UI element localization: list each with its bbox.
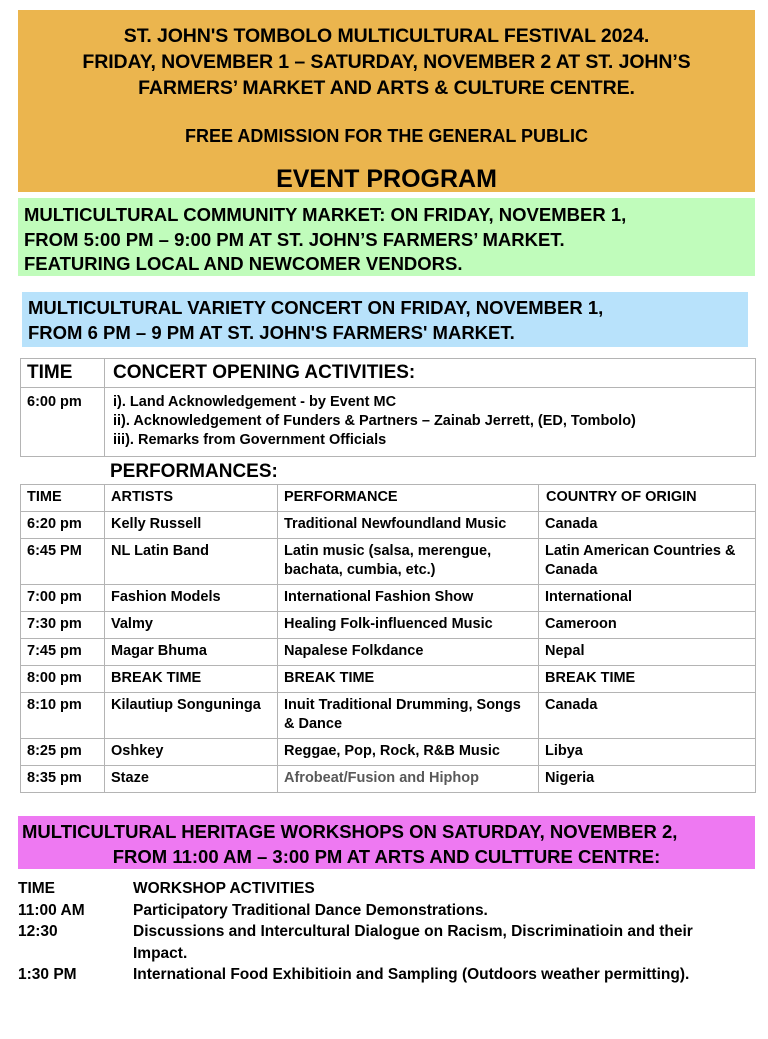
perf-cell-country: Nepal (539, 639, 756, 666)
perf-header-time: TIME (21, 485, 105, 512)
heritage-workshops-banner (18, 816, 755, 869)
opening-activity-item: ii). Acknowledgement of Funders & Partners – Zainab Jerrett, (ED, Tombolo) (113, 413, 636, 429)
perf-cell-time: 7:45 pm (21, 639, 105, 666)
workshop-time: 11:00 AM (18, 901, 85, 919)
table-row (21, 639, 756, 666)
perf-cell-time: 8:25 pm (21, 739, 105, 766)
variety-concert-banner (22, 292, 748, 347)
opening-header-activities: CONCERT OPENING ACTIVITIES: (105, 359, 756, 388)
variety-concert-line-1: MULTICULTURAL VARIETY CONCERT ON FRIDAY, NOVEMBER 1, (28, 297, 604, 318)
perf-cell-performance: Healing Folk-influenced Music (278, 612, 539, 639)
festival-title-line-3: FARMERS’ MARKET AND ARTS & CULTURE CENTRE. (138, 77, 635, 99)
perf-cell-performance: Inuit Traditional Drumming, Songs & Dance (278, 693, 539, 739)
perf-cell-performance: Reggae, Pop, Rock, R&B Music (278, 739, 539, 766)
workshop-activity: International Food Exhibitioin and Sampling (Outdoors weather permitting). (133, 966, 690, 983)
perf-cell-artist: Kilautiup Songuninga (105, 693, 278, 739)
perf-cell-artist: Magar Bhuma (105, 639, 278, 666)
perf-cell-artist: Staze (105, 766, 278, 793)
perf-cell-time: 8:10 pm (21, 693, 105, 739)
opening-header-time: TIME (21, 359, 105, 388)
opening-row-time: 6:00 pm (21, 388, 105, 457)
table-row (21, 388, 756, 457)
perf-cell-performance: BREAK TIME (278, 666, 539, 693)
perf-cell-country: Cameroon (539, 612, 756, 639)
perf-header-performance: PERFORMANCE (278, 485, 539, 512)
community-market-banner (18, 198, 755, 276)
table-row (21, 539, 756, 585)
perf-cell-time: 6:20 pm (21, 512, 105, 539)
perf-cell-country: International (539, 585, 756, 612)
perf-cell-artist: Valmy (105, 612, 278, 639)
community-market-line-1: MULTICULTURAL COMMUNITY MARKET: ON FRIDAY, NOVEMBER 1, (24, 204, 627, 225)
table-row (21, 612, 756, 639)
festival-title-line-1: ST. JOHN'S TOMBOLO MULTICULTURAL FESTIVAL 2024. (123, 25, 650, 47)
perf-cell-artist: NL Latin Band (105, 539, 278, 585)
perf-header-country: COUNTRY OF ORIGIN (539, 485, 756, 512)
perf-cell-performance: Afrobeat/Fusion and Hiphop (278, 766, 539, 793)
page-title: EVENT PROGRAM (276, 165, 497, 193)
opening-activity-item: i). Land Acknowledgement - by Event MC (113, 394, 397, 410)
table-row (21, 693, 756, 739)
free-admission-text: FREE ADMISSION FOR THE GENERAL PUBLIC (184, 126, 589, 146)
concert-opening-activities-table (20, 358, 756, 457)
heritage-workshops-line-1: MULTICULTURAL HERITAGE WORKSHOPS ON SATURDAY, NOVEMBER 2, (22, 821, 678, 842)
perf-cell-artist: Oshkey (105, 739, 278, 766)
workshops-header-time: TIME (18, 880, 56, 897)
workshops-header-activities: WORKSHOP ACTIVITIES (133, 880, 315, 897)
perf-cell-country: Nigeria (539, 766, 756, 793)
perf-cell-country: BREAK TIME (539, 666, 756, 693)
heritage-workshops-line-2: FROM 11:00 AM – 3:00 PM AT ARTS AND CULTTURE CENTRE: (112, 845, 661, 867)
list-item (18, 964, 758, 986)
perf-cell-time: 8:35 pm (21, 766, 105, 793)
festival-header-banner (18, 10, 755, 192)
list-item (18, 921, 758, 964)
perf-header-artists: ARTISTS (105, 485, 278, 512)
table-row (21, 739, 756, 766)
table-header-row (21, 485, 756, 512)
community-market-line-2: FROM 5:00 PM – 9:00 PM AT ST. JOHN’S FARMERS’ MARKET. (24, 228, 565, 250)
performances-table (20, 484, 756, 793)
opening-activity-item: iii). Remarks from Government Officials (113, 432, 387, 448)
table-row (21, 512, 756, 539)
workshop-activity: Participatory Traditional Dance Demonstrations. (133, 901, 488, 919)
table-row (21, 666, 756, 693)
community-market-line-3: FEATURING LOCAL AND NEWCOMER VENDORS. (24, 253, 463, 274)
perf-cell-time: 8:00 pm (21, 666, 105, 693)
table-row (21, 585, 756, 612)
table-header-row (21, 359, 756, 388)
perf-cell-time: 6:45 PM (21, 539, 105, 585)
performances-section-label: PERFORMANCES: (110, 461, 278, 482)
perf-cell-artist: BREAK TIME (105, 666, 278, 693)
perf-cell-country: Libya (539, 739, 756, 766)
perf-cell-time: 7:30 pm (21, 612, 105, 639)
opening-row-activities (105, 388, 756, 457)
perf-cell-country: Canada (539, 693, 756, 739)
perf-cell-artist: Kelly Russell (105, 512, 278, 539)
table-row (21, 766, 756, 793)
festival-title-line-2: FRIDAY, NOVEMBER 1 – SATURDAY, NOVEMBER 2 AT ST. JOHN’S (82, 51, 691, 73)
workshops-list (18, 878, 758, 986)
workshop-activity: Discussions and Intercultural Dialogue on Racism, Discriminatioin and their Impact. (133, 923, 693, 962)
perf-cell-performance: International Fashion Show (278, 585, 539, 612)
perf-cell-time: 7:00 pm (21, 585, 105, 612)
perf-cell-performance: Traditional Newfoundland Music (278, 512, 539, 539)
list-item (18, 900, 758, 922)
workshops-header-row (18, 878, 758, 900)
variety-concert-line-2: FROM 6 PM – 9 PM AT ST. JOHN'S FARMERS' MARKET. (28, 321, 515, 343)
perf-cell-performance: Latin music (salsa, merengue, bachata, cumbia, etc.) (278, 539, 539, 585)
perf-cell-country: Canada (539, 512, 756, 539)
workshop-time: 12:30 (18, 923, 58, 940)
perf-cell-country: Latin American Countries & Canada (539, 539, 756, 585)
workshop-time: 1:30 PM (18, 966, 77, 983)
perf-cell-performance: Napalese Folkdance (278, 639, 539, 666)
perf-cell-artist: Fashion Models (105, 585, 278, 612)
